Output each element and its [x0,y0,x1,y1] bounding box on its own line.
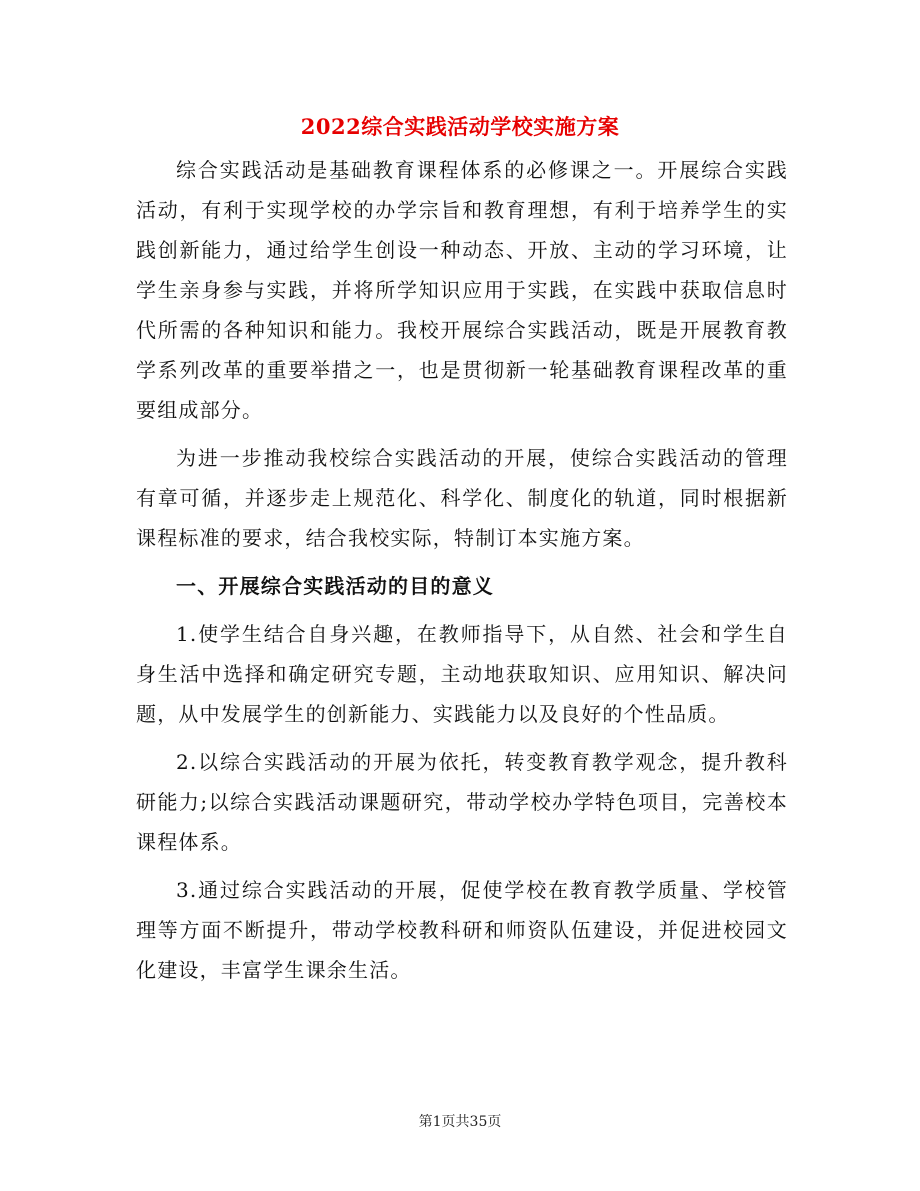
purpose-paragraph: 为进一步推动我校综合实践活动的开展，使综合实践活动的管理有章可循，并逐步走上规范化、科学化、制度化的轨道，同时根据新课程标准的要求，结合我校实际，特制订本实施方案。 [136,446,788,550]
document-title: 2022综合实践活动学校实施方案 [300,114,620,139]
intro-paragraph: 综合实践活动是基础教育课程体系的必修课之一。开展综合实践活动，有利于实现学校的办学宗旨和教育理想，有利于培养学生的实践创新能力，通过给学生创设一种动态、开放、主动的学习环境，让学生亲身参与实践，并将所学知识应用于实践，在实践中获取信息时代所需的各种知识和能力。我校开展综合实践活动，既是开展教育教学系列改革的重要举措之一，也是贯彻新一轮基础教育课程改革的重要组成部分。 [136,158,788,422]
list-item-3: 3.通过综合实践活动的开展，促使学校在教育教学质量、学校管理等方面不断提升，带动学校教科研和师资队伍建设，并促进校园文化建设，丰富学生课余生活。 [136,878,788,982]
list-item-2: 2.以综合实践活动的开展为依托，转变教育教学观念，提升教科研能力;以综合实践活动课题研究，带动学校办学特色项目，完善校本课程体系。 [136,750,788,854]
list-item-1: 1.使学生结合自身兴趣，在教师指导下，从自然、社会和学生自身生活中选择和确定研究专题，主动地获取知识、应用知识、解决问题，从中发展学生的创新能力、实践能力以及良好的个性品质。 [136,622,788,726]
section-heading: 一、开展综合实践活动的目的意义 [176,574,494,598]
document-body [136,150,788,990]
page-number: 第1页共35页 [418,1114,502,1130]
